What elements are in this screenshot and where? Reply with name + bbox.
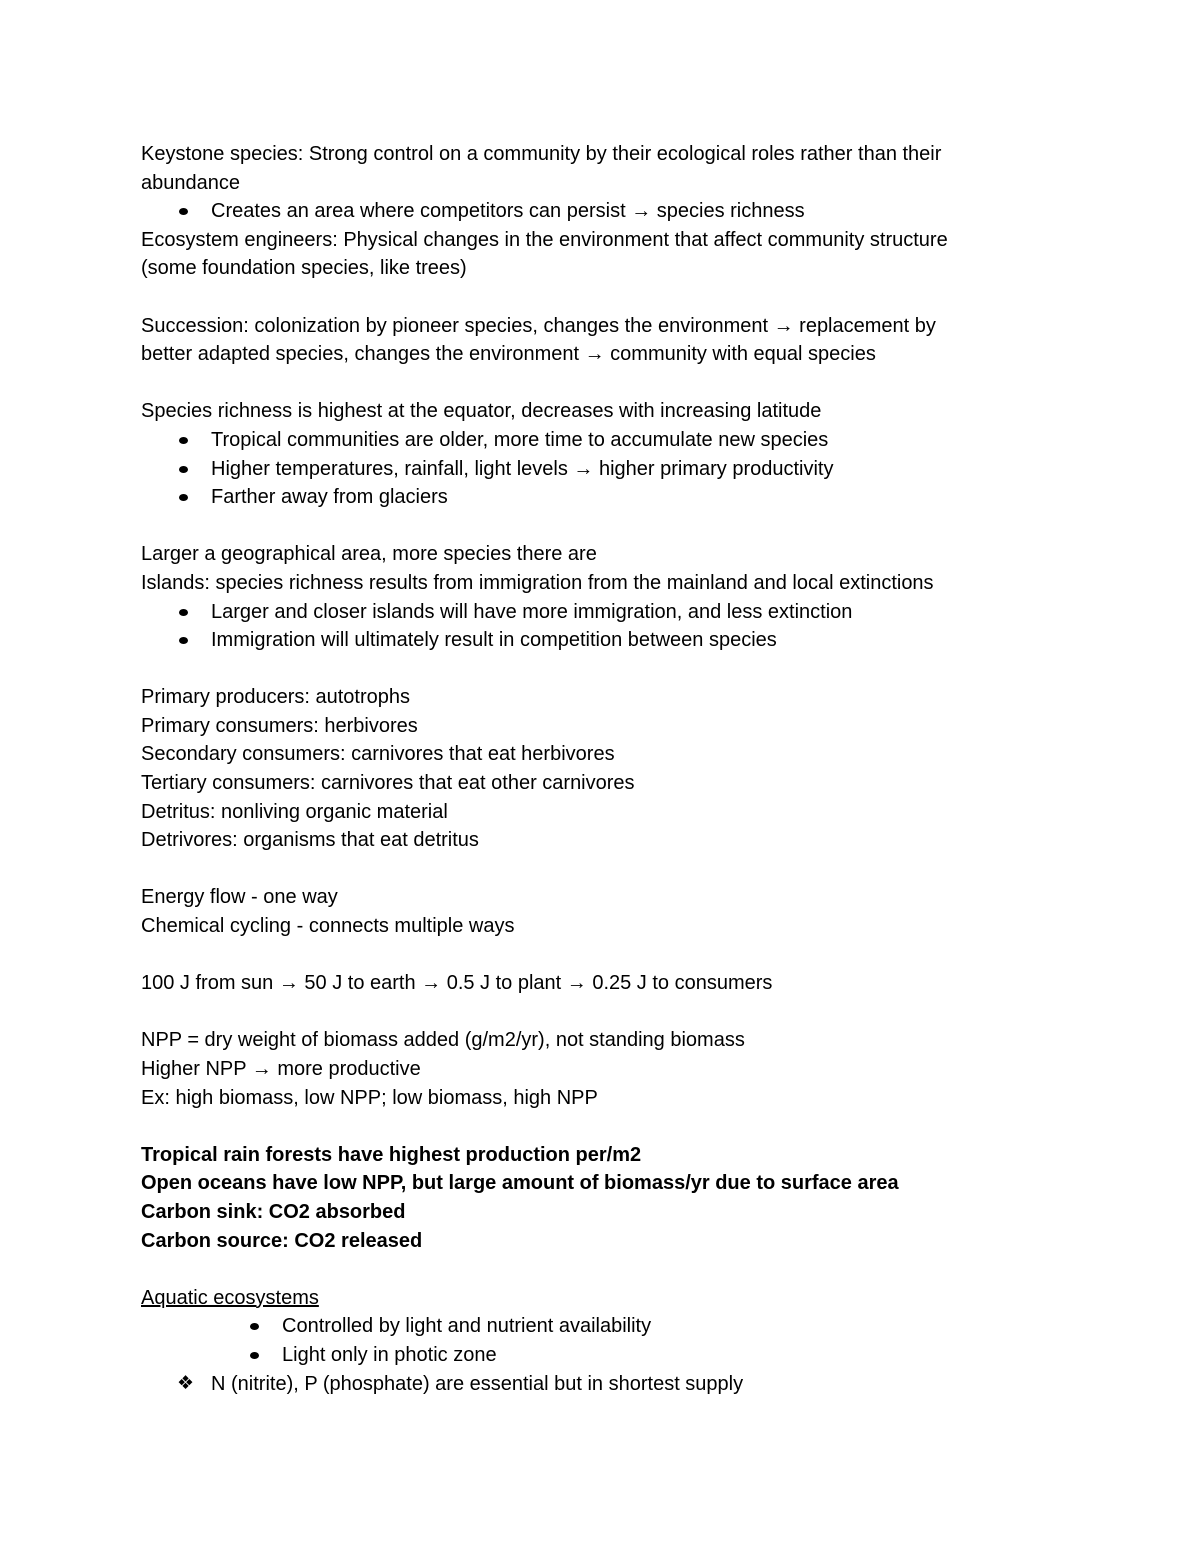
bullet-dot-icon xyxy=(179,466,188,473)
engineers-definition-line-1: Ecosystem engineers: Physical changes in the environment that affect community structure xyxy=(141,228,948,251)
list-item xyxy=(141,483,1041,512)
engineers-definition-line-2: (some foundation species, like trees) xyxy=(141,257,467,280)
list-item xyxy=(141,1370,1041,1399)
list-item xyxy=(141,598,1041,627)
bullet-dot-icon xyxy=(179,494,188,501)
chemical-cycling-line: Chemical cycling - connects multiple ways xyxy=(141,915,515,938)
bullet-dot-icon xyxy=(250,1323,259,1330)
list-item-text: Creates an area where competitors can persist → species richness xyxy=(211,200,805,223)
npp-line: Ex: high biomass, low NPP; low biomass, high NPP xyxy=(141,1086,598,1109)
succession-line-2: better adapted species, changes the environment → community with equal species xyxy=(141,343,876,366)
trophic-line: Detritus: nonliving organic material xyxy=(141,800,448,823)
area-line: Larger a geographical area, more species there are xyxy=(141,543,597,566)
list-item xyxy=(141,1341,1041,1370)
trophic-line: Tertiary consumers: carnivores that eat other carnivores xyxy=(141,772,635,795)
energy-flow-line: Energy flow - one way xyxy=(141,886,338,909)
keystone-definition-line-2: abundance xyxy=(141,171,240,194)
bullet-dot-icon xyxy=(250,1352,259,1359)
trophic-line: Detrivores: organisms that eat detritus xyxy=(141,829,479,852)
bullet-dot-icon xyxy=(179,208,188,215)
list-item-text: N (nitrite), P (phosphate) are essential but in shortest supply xyxy=(211,1372,744,1395)
list-item-text: Immigration will ultimately result in competition between species xyxy=(211,629,777,652)
list-item xyxy=(141,455,1041,484)
bold-note: Carbon sink: CO2 absorbed xyxy=(141,1200,406,1223)
list-item xyxy=(141,626,1041,655)
list-item-text: Higher temperatures, rainfall, light levels → higher primary productivity xyxy=(211,457,834,480)
list-item xyxy=(141,426,1041,455)
keystone-definition-line-1: Keystone species: Strong control on a community by their ecological roles rather than their xyxy=(141,143,942,165)
list-item xyxy=(141,197,1041,226)
list-item-text: Tropical communities are older, more time to accumulate new species xyxy=(211,428,829,451)
bold-note: Tropical rain forests have highest production per/m2 xyxy=(141,1143,642,1166)
bold-note: Carbon source: CO2 released xyxy=(141,1229,423,1252)
richness-heading: Species richness is highest at the equator, decreases with increasing latitude xyxy=(141,400,822,423)
bullet-dot-icon xyxy=(179,609,188,616)
list-item-text: Light only in photic zone xyxy=(282,1343,497,1366)
bullet-dot-icon xyxy=(179,637,188,644)
trophic-line: Secondary consumers: carnivores that eat herbivores xyxy=(141,743,615,766)
succession-line-1: Succession: colonization by pioneer species, changes the environment → replacement by xyxy=(141,314,936,337)
trophic-line: Primary producers: autotrophs xyxy=(141,686,411,709)
list-item-text: Controlled by light and nutrient availability xyxy=(282,1315,652,1338)
list-item xyxy=(141,1312,1041,1341)
bold-note: Open oceans have low NPP, but large amount of biomass/yr due to surface area xyxy=(141,1172,899,1195)
trophic-line: Primary consumers: herbivores xyxy=(141,714,418,737)
diamond-bullet-icon: ❖ xyxy=(177,1372,195,1394)
list-item-text: Farther away from glaciers xyxy=(211,486,448,509)
npp-line: NPP = dry weight of biomass added (g/m2/yr), not standing biomass xyxy=(141,1029,745,1052)
islands-line: Islands: species richness results from immigration from the mainland and local extinctions xyxy=(141,571,934,594)
bullet-dot-icon xyxy=(179,437,188,444)
energy-transfer-line: 100 J from sun → 50 J to earth → 0.5 J to plant → 0.25 J to consumers xyxy=(141,972,773,995)
document-page xyxy=(141,140,1041,1398)
list-item-text: Larger and closer islands will have more immigration, and less extinction xyxy=(211,600,853,623)
aquatic-heading: Aquatic ecosystems xyxy=(141,1286,319,1309)
npp-line: Higher NPP → more productive xyxy=(141,1058,421,1080)
